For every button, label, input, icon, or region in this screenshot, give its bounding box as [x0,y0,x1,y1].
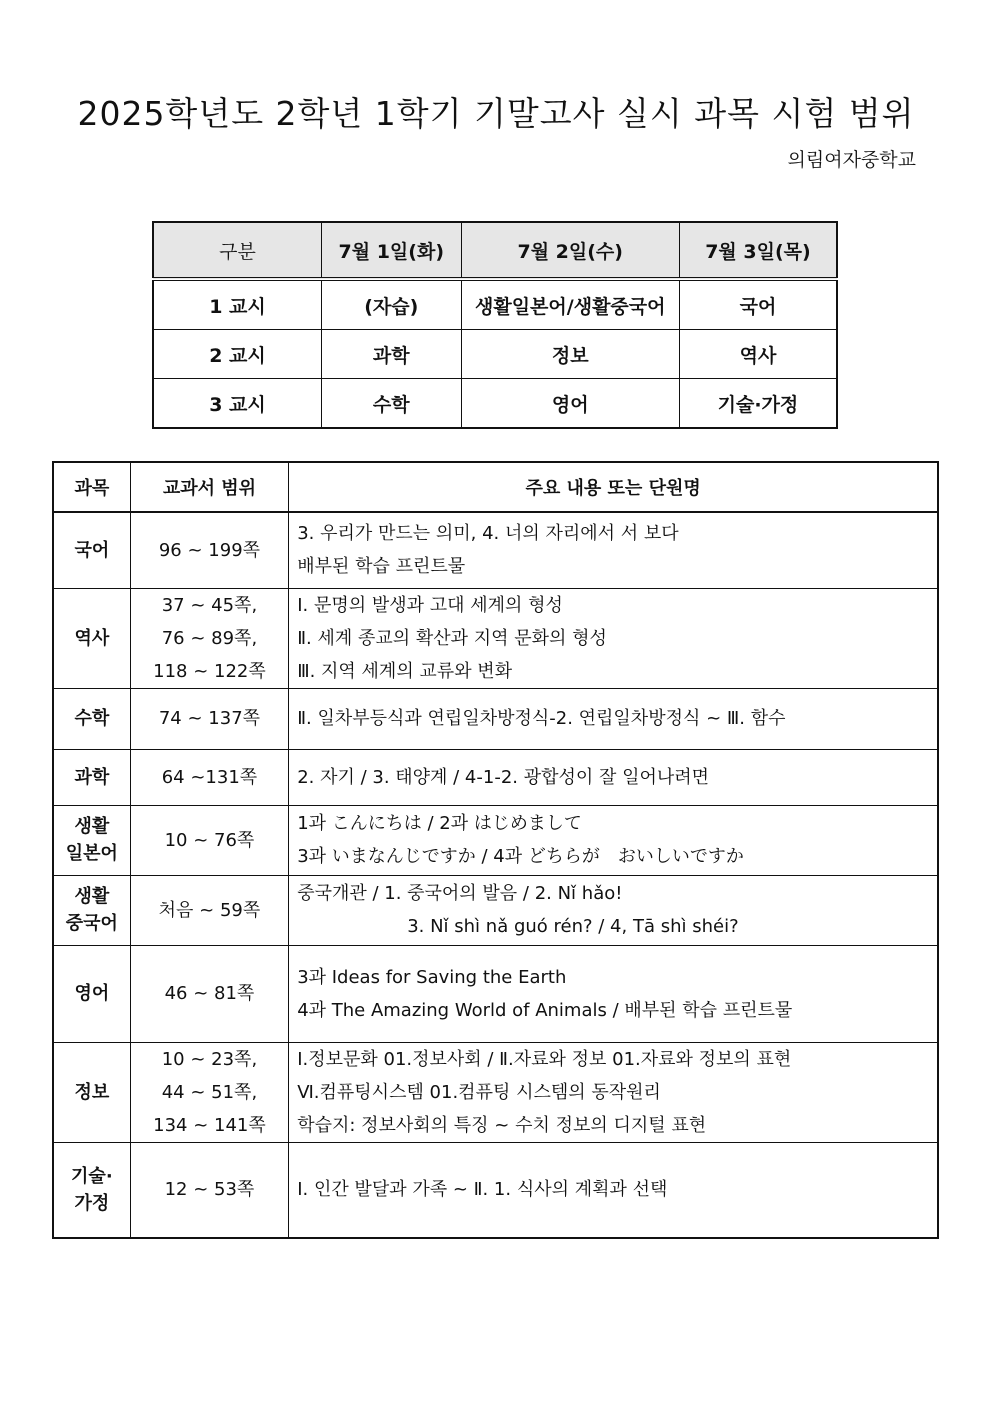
pages-label: 96 ~ 199쪽 [158,539,261,561]
pages-label: 37 ~ 45쪽, [161,594,258,616]
subject-label: 기술· [71,1165,113,1187]
subject-label: 생활 [74,886,110,907]
subject-label: 국어 [74,539,110,561]
range-row [53,588,938,688]
pages-label: 10 ~ 23쪽, [161,1048,258,1070]
range-row [53,688,938,749]
content-line: 1과 こんにちは / 2과 はじめまして [297,813,582,834]
subject-label: 가정 [74,1192,110,1214]
schedule-header-category: 구분 [153,222,321,279]
range-row [53,945,938,1042]
exam-range-table [52,461,939,1239]
range-row [53,749,938,805]
range-header-row [53,462,938,512]
range-row [53,1142,938,1238]
subject-label: 일본어 [65,843,118,864]
subject-cell [53,1142,130,1238]
pages-label: 10 ~ 76쪽 [164,829,255,851]
content-line: Ⅵ.컴퓨팅시스템 01.컴퓨팅 시스템의 동작원리 [297,1081,661,1103]
schedule-cell: 정보 [461,330,679,379]
content-line: Ⅱ. 세계 종교의 확산과 지역 문화의 형성 [297,627,607,649]
subject-label: 역사 [74,627,110,649]
range-header-content: 주요 내용 또는 단원명 [289,462,938,512]
subject-label: 과학 [74,766,110,788]
range-row [53,805,938,875]
pages-label: 64 ~131쪽 [161,766,258,788]
schedule-cell: 생활일본어/생활중국어 [461,279,679,330]
content-line: 2. 자기 / 3. 태양계 / 4-1-2. 광합성이 잘 일어나려면 [297,766,710,788]
subject-label: 생활 [74,816,110,837]
schedule-header-day1: 7월 1일(화) [321,222,461,279]
pages-cell [130,945,288,1042]
subject-label: 수학 [74,708,110,729]
pages-cell [130,1142,288,1238]
content-cell [289,1142,938,1238]
subject-label: 정보 [74,1081,110,1103]
range-row [53,875,938,945]
pages-label: 처음 ~ 59쪽 [158,899,261,921]
schedule-row [153,330,837,379]
pages-label: 44 ~ 51쪽, [161,1081,258,1103]
schedule-cell: 영어 [461,379,679,429]
content-line: 3과 いまなんじですか / 4과 どちらが おいしいですか [297,846,744,867]
pages-label: 76 ~ 89쪽, [161,627,258,649]
period-label: 1 교시 [153,279,321,330]
content-cell [289,588,938,688]
content-cell [289,688,938,749]
pages-cell [130,588,288,688]
pages-cell [130,512,288,588]
period-label: 3 교시 [153,379,321,429]
content-cell [289,512,938,588]
period-label: 2 교시 [153,330,321,379]
range-header-subject: 과목 [53,462,130,512]
schedule-cell: (자습) [321,279,461,330]
schedule-row [153,279,837,330]
schedule-header-day2: 7월 2일(수) [461,222,679,279]
pages-label: 46 ~ 81쪽 [164,983,255,1004]
range-row [53,1042,938,1142]
schedule-header-row [153,222,837,279]
content-line: 3. 우리가 만드는 의미, 4. 너의 자리에서 서 보다 [297,523,679,545]
subject-cell [53,945,130,1042]
subject-cell [53,1042,130,1142]
subject-cell [53,749,130,805]
content-cell [289,805,938,875]
pages-cell [130,688,288,749]
content-line: Ⅰ.정보문화 01.정보사회 / Ⅱ.자료와 정보 01.자료와 정보의 표현 [297,1048,792,1070]
pages-cell [130,875,288,945]
pages-cell [130,805,288,875]
content-line: 4과 The Amazing World of Animals / 배부된 학습 프린트물 [297,999,793,1021]
schedule-cell: 국어 [679,279,837,330]
range-row [53,512,938,588]
pages-cell [130,749,288,805]
content-cell [289,945,938,1042]
schedule-cell: 수학 [321,379,461,429]
subject-label: 중국어 [65,913,118,934]
content-line: 학습지: 정보사회의 특징 ~ 수치 정보의 디지털 표현 [297,1114,707,1136]
content-line: 3과 Ideas for Saving the Earth [297,966,567,988]
content-line: 배부된 학습 프린트물 [297,556,466,578]
schedule-cell: 과학 [321,330,461,379]
subject-cell [53,588,130,688]
schedule-row [153,379,837,429]
range-header-pages: 교과서 범위 [130,462,288,512]
content-line: Ⅰ. 인간 발달과 가족 ~ Ⅱ. 1. 식사의 계획과 선택 [297,1179,668,1201]
content-line: 중국개관 / 1. 중국어의 발음 / 2. Nǐ hǎo! [297,883,623,904]
pages-label: 118 ~ 122쪽 [153,660,266,682]
page-title: 2025학년도 2학년 1학기 기말고사 실시 과목 시험 범위 [77,94,915,133]
exam-schedule-table [152,221,838,429]
pages-label: 74 ~ 137쪽 [158,708,261,729]
schedule-cell: 기술·가정 [679,379,837,429]
pages-cell [130,1042,288,1142]
pages-label: 134 ~ 141쪽 [153,1114,266,1136]
schedule-header-day3: 7월 3일(목) [679,222,837,279]
subject-label: 영어 [74,983,110,1004]
subject-cell [53,512,130,588]
content-cell [289,1042,938,1142]
content-line: Ⅱ. 일차부등식과 연립일차방정식-2. 연립일차방정식 ~ Ⅲ. 함수 [297,708,786,729]
pages-label: 12 ~ 53쪽 [164,1179,255,1201]
schedule-cell: 역사 [679,330,837,379]
subject-cell [53,875,130,945]
content-cell [289,875,938,945]
content-cell [289,749,938,805]
content-line: Ⅲ. 지역 세계의 교류와 변화 [297,660,513,682]
subject-cell [53,688,130,749]
content-line: 3. Nǐ shì nǎ guó rén? / 4, Tā shì shéi? [407,916,739,937]
school-name: 의림여자중학교 [787,149,916,171]
content-line: Ⅰ. 문명의 발생과 고대 세계의 형성 [297,594,563,616]
subject-cell [53,805,130,875]
